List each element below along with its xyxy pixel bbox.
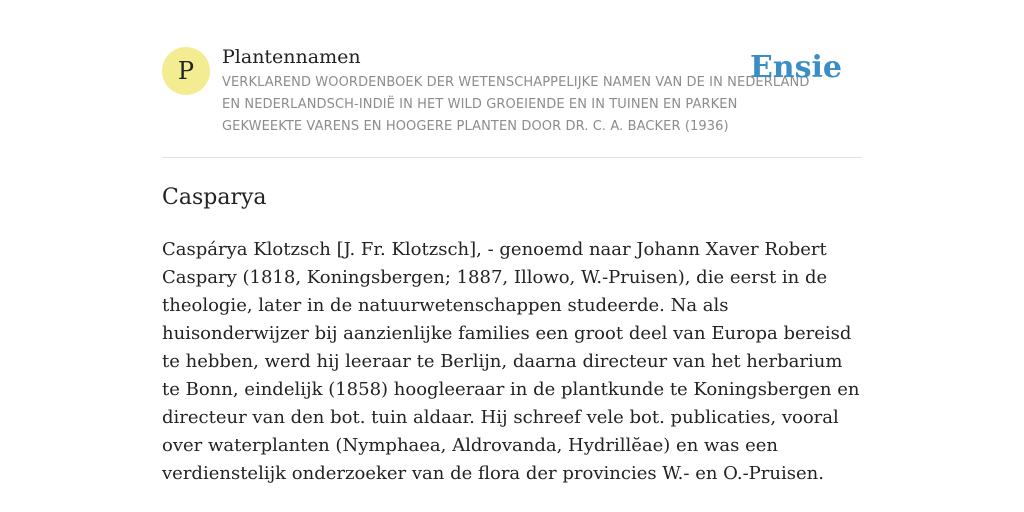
- page: [162, 44, 862, 488]
- avatar-letter: P: [177, 57, 195, 85]
- book-title[interactable]: Plantennamen: [222, 46, 361, 68]
- book-header: [162, 44, 862, 158]
- ensie-logo-link[interactable]: Ensie: [749, 50, 842, 85]
- book-subtitle: VERKLAREND WOORDENBOEK DER WETENSCHAPPELIJKE NAMEN VAN DE IN NEDERLAND EN NEDERLANDSCH-INDIË IN HET WILD GROEIENDE EN IN TUINEN EN PARKEN GEKWEEKTE VARENS EN HOOGERE PLANTEN DOOR DR. C. A. BACKER (1936): [222, 75, 810, 134]
- book-avatar[interactable]: [162, 47, 210, 95]
- entry-body: Caspárya Klotzsch [J. Fr. Klotzsch], - genoemd naar Johann Xaver Robert Caspary (1818, Koningsbergen; 1887, Illowo, W.-Pruisen), die eerst in de theologie, later in de natuurwetenschappen studeerde. Na als huisonderwijzer bij aanzienlijke families een groot deel van Europa bereisd te hebben, werd hij leeraar te Berlijn, daarna directeur van het herbarium te Bonn, eindelijk (1858) hoogleeraar in de plantkunde te Koningsbergen en directeur van den bot. tuin aldaar. Hij schreef vele bot. publicaties, vooral over waterplanten (Nymphaea, Aldrovanda, Hydrillĕae) en was een verdienstelijk onderzoeker van de flora der provincies W.- en O.-Pruisen.: [162, 239, 860, 484]
- entry-title: Casparya: [162, 185, 267, 210]
